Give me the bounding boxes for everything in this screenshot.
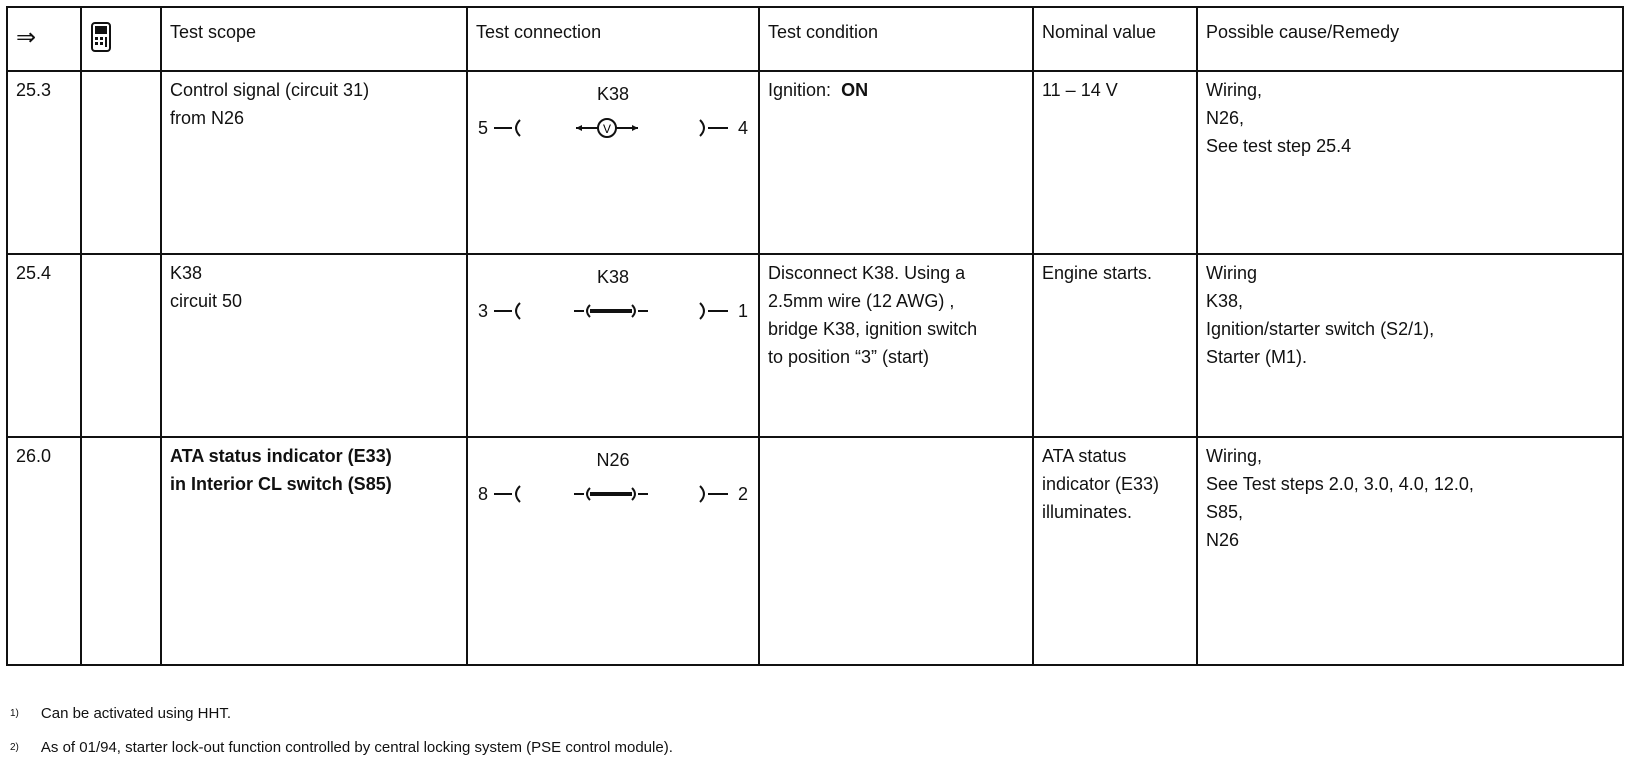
voltmeter-symbol: V — [602, 122, 612, 136]
table-row — [7, 254, 1623, 437]
cause-line: Ignition/starter switch (S2/1), — [1206, 319, 1435, 339]
test-condition-cell — [759, 254, 1033, 437]
nominal-value-cell — [1033, 254, 1197, 437]
scope-line: ATA status indicator (E33) — [170, 446, 392, 466]
condition-line: Disconnect K38. Using a — [768, 263, 966, 283]
condition-value: ON — [841, 80, 869, 100]
cause-line: N26 — [1206, 530, 1240, 550]
condition-line: 2.5mm wire (12 AWG) , — [768, 291, 955, 311]
test-connection-cell — [467, 437, 759, 665]
test-scope-cell — [161, 254, 467, 437]
left-pin: 3 — [478, 301, 489, 321]
possible-cause-cell — [1197, 71, 1623, 254]
nominal-line: ATA status — [1042, 446, 1127, 466]
cause-line: See Test steps 2.0, 3.0, 4.0, 12.0, — [1206, 474, 1474, 494]
nominal-line: Engine starts. — [1042, 263, 1153, 283]
footnote — [10, 704, 673, 724]
footnote-mark: 2) — [10, 742, 19, 753]
footnote-text: As of 01/94, starter lock-out function controlled by central locking system (PSE control module). — [40, 739, 673, 756]
nominal-value-cell — [1033, 71, 1197, 254]
condition-line: bridge K38, ignition switch — [768, 319, 978, 339]
table-row — [7, 437, 1623, 665]
col-test-scope: Test scope — [161, 7, 467, 71]
step-number: 25.3 — [7, 71, 81, 254]
footnote — [10, 738, 673, 758]
test-condition-cell — [759, 437, 1033, 665]
left-pin: 8 — [478, 484, 489, 504]
cause-line: S85, — [1206, 502, 1244, 522]
scope-line: in Interior CL switch (S85) — [170, 474, 392, 494]
cause-line: Wiring, — [1206, 80, 1263, 100]
connection-diagram — [476, 265, 750, 345]
hht-device-icon — [90, 22, 112, 60]
test-condition-cell — [759, 71, 1033, 254]
connector-label: K38 — [596, 267, 630, 287]
arrow-header — [7, 7, 81, 71]
test-scope-cell — [161, 71, 467, 254]
cause-line: K38, — [1206, 291, 1244, 311]
right-pin: 2 — [737, 484, 748, 504]
scope-line: circuit 50 — [170, 291, 243, 311]
col-test-condition: Test condition — [759, 7, 1033, 71]
footnotes — [10, 704, 673, 772]
nominal-line: 11 – 14 V — [1042, 80, 1118, 100]
hht-cell — [81, 437, 161, 665]
cause-line: N26, — [1206, 108, 1245, 128]
cause-line: See test step 25.4 — [1206, 136, 1352, 156]
scope-line: Control signal (circuit 31) — [170, 80, 370, 100]
voltmeter-icon — [476, 116, 752, 140]
footnote-text: Can be activated using HHT. — [40, 705, 232, 722]
scope-line: from N26 — [170, 108, 245, 128]
col-test-connection: Test connection — [467, 7, 759, 71]
right-pin: 1 — [737, 301, 748, 321]
arrow-icon: ⇒ — [16, 24, 37, 51]
condition-line: to position “3” (start) — [768, 347, 930, 367]
test-connection-cell — [467, 71, 759, 254]
step-number: 26.0 — [7, 437, 81, 665]
table-row — [7, 71, 1623, 254]
connector-label: N26 — [596, 450, 630, 470]
hht-cell — [81, 254, 161, 437]
possible-cause-cell — [1197, 437, 1623, 665]
connection-diagram — [476, 82, 750, 162]
scope-line: K38 — [170, 263, 203, 283]
connection-diagram — [476, 448, 750, 528]
right-pin: 4 — [737, 118, 748, 138]
nominal-line: indicator (E33) — [1042, 474, 1160, 494]
nominal-value-cell — [1033, 437, 1197, 665]
bridge-wire-icon — [476, 299, 752, 323]
hht-header — [81, 7, 161, 71]
col-possible-cause: Possible cause/Remedy — [1197, 7, 1623, 71]
test-connection-cell — [467, 254, 759, 437]
col-nominal-value: Nominal value — [1033, 7, 1197, 71]
possible-cause-cell — [1197, 254, 1623, 437]
bridge-wire-icon — [476, 482, 752, 506]
cause-line: Wiring — [1206, 263, 1258, 283]
cause-line: Wiring, — [1206, 446, 1263, 466]
test-table — [6, 6, 1624, 666]
nominal-line: illuminates. — [1042, 502, 1133, 522]
left-pin: 5 — [478, 118, 489, 138]
hht-cell — [81, 71, 161, 254]
step-number: 25.4 — [7, 254, 81, 437]
cause-line: Starter (M1). — [1206, 347, 1308, 367]
condition-label: Ignition: — [768, 80, 832, 100]
connector-label: K38 — [596, 84, 630, 104]
table-header-row — [7, 7, 1623, 71]
test-scope-cell — [161, 437, 467, 665]
footnote-mark: 1) — [10, 708, 19, 719]
